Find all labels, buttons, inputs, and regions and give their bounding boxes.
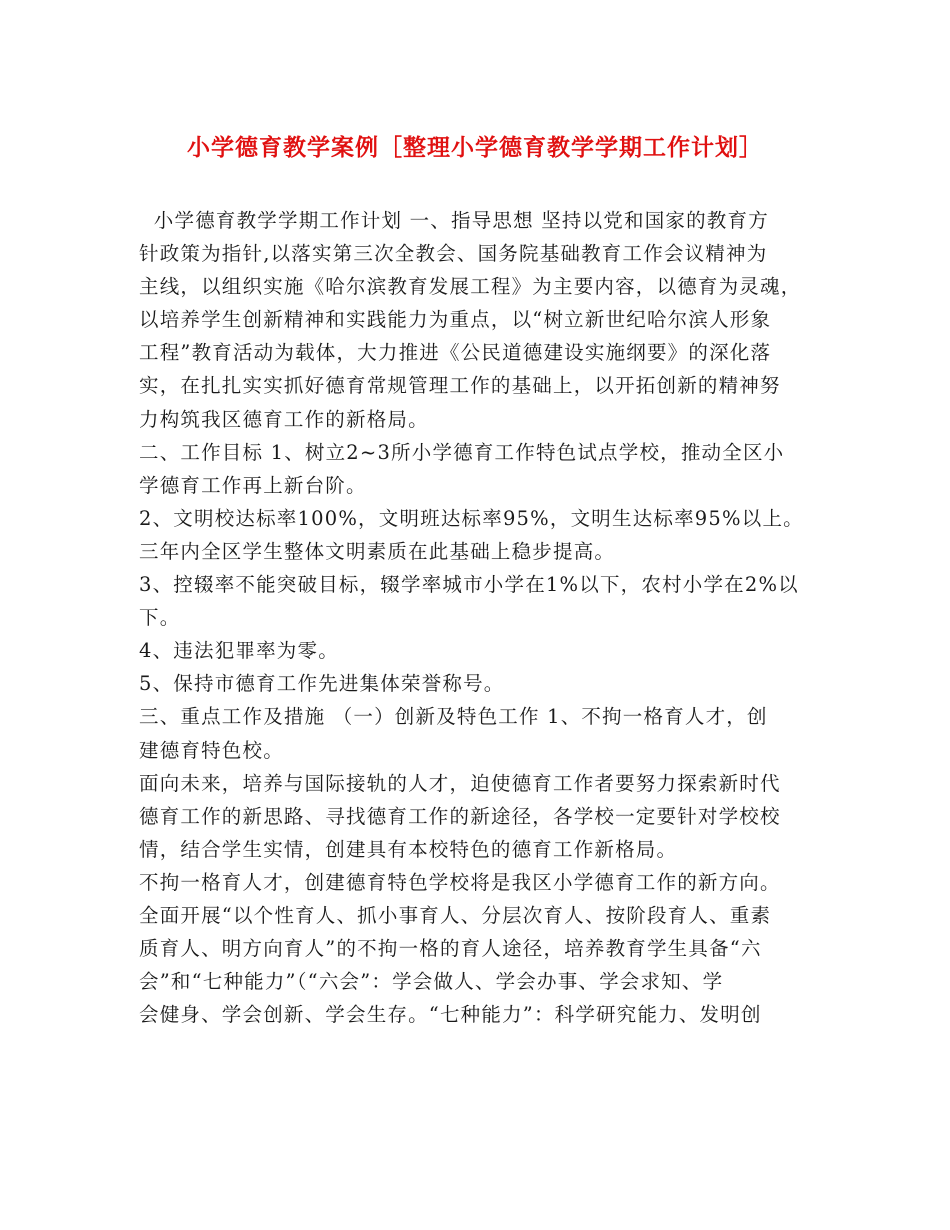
paragraph-line: 5、保持市德育工作先进集体荣誉称号。	[139, 672, 505, 696]
paragraph-line: 会健身、学会创新、学会生存。“七种能力”：科学研究能力、发明创	[139, 1003, 762, 1027]
paragraph-line: 小学德育教学学期工作计划 一、指导思想 坚持以党和国家的教育方	[139, 209, 769, 232]
paragraph-line: 针政策为指针,以落实第三次全教会、国务院基础教育工作会议精神为	[139, 242, 768, 266]
paragraph-line: 力构筑我区德育工作的新格局。	[139, 407, 429, 431]
paragraph-line: 3、控辍率不能突破目标，辍学率城市小学在1%以下，农村小学在2%以	[139, 573, 799, 597]
paragraph-line: 4、违法犯罪率为零。	[139, 639, 339, 663]
paragraph-line: 以培养学生创新精神和实践能力为重点，以“树立新世纪哈尔滨人形象	[139, 308, 772, 332]
paragraph-line: 情，结合学生实情，创建具有本校特色的德育工作新格局。	[139, 837, 678, 861]
paragraph-line: 主线，以组织实施《哈尔滨教育发展工程》为主要内容，以德育为灵魂，	[139, 275, 802, 299]
document-body	[139, 204, 815, 1031]
paragraph-line: 三、重点工作及措施 （一）创新及特色工作 1、不拘一格育人才，创	[139, 705, 768, 729]
paragraph-line: 2、文明校达标率100%，文明班达标率95%，文明生达标率95%以上。	[139, 506, 804, 530]
paragraph-line: 面向未来，培养与国际接轨的人才，迫使德育工作者要努力探索新时代	[139, 771, 781, 795]
paragraph-line: 三年内全区学生整体文明素质在此基础上稳步提高。	[139, 539, 616, 563]
paragraph-line: 德育工作的新思路、寻找德育工作的新途径，各学校一定要针对学校校	[139, 804, 781, 828]
paragraph-line: 实，在扎扎实实抓好德育常规管理工作的基础上，以开拓创新的精神努	[139, 374, 781, 398]
paragraph-line: 下。	[139, 606, 181, 630]
paragraph-line: 全面开展“以个性育人、抓小事育人、分层次育人、按阶段育人、重素	[139, 903, 772, 927]
paragraph-line: 质育人、明方向育人”的不拘一格的育人途径，培养教育学生具备“六	[139, 937, 762, 961]
paragraph-line: 建德育特色校。	[139, 738, 284, 762]
paragraph-line: 不拘一格育人才，创建德育特色学校将是我区小学德育工作的新方向。	[139, 870, 781, 894]
paragraph-line: 二、工作目标 1、树立2~3所小学德育工作特色试点学校，推动全区小	[139, 440, 785, 464]
paragraph-line: 会”和“七种能力”（“六会”：学会做人、学会办事、学会求知、学	[139, 970, 724, 994]
document-title: 小学德育教学案例［整理小学德育教学学期工作计划］	[187, 134, 763, 161]
paragraph-line: 工程”教育活动为载体，大力推进《公民道德建设实施纲要》的深化落	[139, 341, 772, 365]
paragraph-line: 学德育工作再上新台阶。	[139, 473, 367, 497]
